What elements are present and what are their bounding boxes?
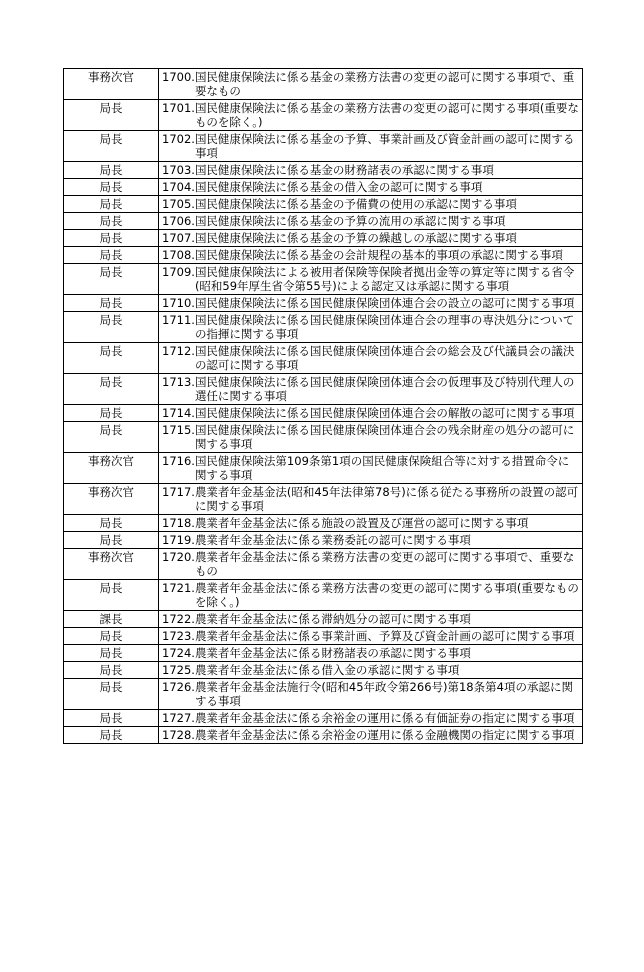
- table-row: [64, 162, 583, 179]
- table-row: [64, 343, 583, 374]
- table-row: [64, 422, 583, 453]
- table-row: [64, 131, 583, 162]
- item-text: 国民健康保険法に係る基金の予算、事業計画及び資金計画の認可に関する事項: [194, 132, 575, 160]
- item-cell: [159, 532, 583, 549]
- table-row: [64, 628, 583, 645]
- item-content: [162, 132, 579, 160]
- item-text: 農業者年金基金法に係る業務方法書の変更の認可に関する事項で、重要なもの: [194, 550, 575, 578]
- item-content: [162, 629, 579, 643]
- item-content: [162, 344, 579, 372]
- authority-cell: 局長: [64, 230, 159, 247]
- authority-cell: 事務次官: [64, 484, 159, 515]
- item-cell: [159, 343, 583, 374]
- authority-cell: 課長: [64, 611, 159, 628]
- table-row: [64, 230, 583, 247]
- item-text: 農業者年金基金法に係る施設の設置及び運営の認可に関する事項: [194, 516, 529, 530]
- authority-cell: 局長: [64, 312, 159, 343]
- item-number: 1712.: [162, 344, 195, 358]
- authority-cell: 局長: [64, 196, 159, 213]
- item-content: [162, 101, 579, 129]
- item-content: [162, 516, 579, 530]
- table-row: [64, 312, 583, 343]
- item-text: 農業者年金基金法に係る業務委託の認可に関する事項: [194, 533, 471, 547]
- authority-cell: 局長: [64, 179, 159, 196]
- delegation-table-body: [64, 69, 583, 744]
- authority-cell: 局長: [64, 679, 159, 710]
- table-row: [64, 645, 583, 662]
- item-cell: [159, 230, 583, 247]
- item-number: 1727.: [162, 711, 195, 725]
- item-text: 国民健康保険法に係る基金の会計規程の基本的事項の承認に関する事項: [194, 248, 563, 262]
- authority-cell: 局長: [64, 131, 159, 162]
- item-content: [162, 711, 579, 725]
- authority-cell: 局長: [64, 100, 159, 131]
- item-text: 農業者年金基金法に係る余裕金の運用に係る金融機関の指定に関する事項: [194, 728, 575, 742]
- item-cell: [159, 264, 583, 295]
- item-cell: [159, 484, 583, 515]
- item-content: [162, 197, 579, 211]
- item-cell: [159, 69, 583, 100]
- item-text: 農業者年金基金法(昭和45年法律第78号)に係る従たる事務所の設置の認可に関する事項: [194, 485, 579, 513]
- item-text: 農業者年金基金法に係る財務諸表の承認に関する事項: [194, 646, 471, 660]
- item-number: 1707.: [162, 231, 195, 245]
- item-cell: [159, 662, 583, 679]
- item-text: 国民健康保険法に係る基金の予算の流用の承認に関する事項: [194, 214, 506, 228]
- item-content: [162, 248, 579, 262]
- item-content: [162, 728, 579, 742]
- item-text: 国民健康保険法に係る基金の予算の繰越しの承認に関する事項: [194, 231, 517, 245]
- item-cell: [159, 611, 583, 628]
- authority-cell: 局長: [64, 662, 159, 679]
- item-cell: [159, 312, 583, 343]
- item-number: 1701.: [162, 101, 195, 115]
- item-text: 国民健康保険法に係る国民健康保険団体連合会の解散の認可に関する事項: [194, 406, 575, 420]
- authority-cell: 局長: [64, 727, 159, 744]
- item-number: 1710.: [162, 296, 195, 310]
- item-cell: [159, 422, 583, 453]
- item-number: 1714.: [162, 406, 195, 420]
- table-row: [64, 532, 583, 549]
- table-row: [64, 515, 583, 532]
- item-text: 国民健康保険法に係る基金の借入金の認可に関する事項: [194, 180, 483, 194]
- authority-cell: 局長: [64, 343, 159, 374]
- item-number: 1716.: [162, 454, 195, 468]
- item-number: 1721.: [162, 581, 195, 595]
- item-number: 1700.: [162, 70, 195, 84]
- item-number: 1726.: [162, 680, 195, 694]
- item-cell: [159, 628, 583, 645]
- item-number: 1703.: [162, 163, 195, 177]
- item-cell: [159, 196, 583, 213]
- item-content: [162, 646, 579, 660]
- item-number: 1715.: [162, 423, 195, 437]
- item-content: [162, 423, 579, 451]
- item-number: 1719.: [162, 533, 195, 547]
- item-cell: [159, 100, 583, 131]
- item-content: [162, 612, 579, 626]
- item-content: [162, 375, 579, 403]
- table-row: [64, 580, 583, 611]
- authority-cell: 局長: [64, 710, 159, 727]
- authority-cell: 局長: [64, 162, 159, 179]
- item-content: [162, 214, 579, 228]
- item-content: [162, 406, 579, 420]
- item-cell: [159, 645, 583, 662]
- item-number: 1708.: [162, 248, 195, 262]
- item-number: 1723.: [162, 629, 195, 643]
- authority-cell: 局長: [64, 295, 159, 312]
- authority-cell: 局長: [64, 645, 159, 662]
- item-content: [162, 313, 579, 341]
- item-text: 国民健康保険法に係る国民健康保険団体連合会の残余財産の処分の認可に関する事項: [194, 423, 575, 451]
- item-text: 国民健康保険法に係る国民健康保険団体連合会の総会及び代議員会の議決の認可に関する事項: [194, 344, 575, 372]
- item-content: [162, 533, 579, 547]
- item-text: 国民健康保険法による被用者保険等保険者拠出金等の算定等に関する省令(昭和59年厚生省令第55号)による認定又は承認に関する事項: [194, 265, 575, 293]
- delegation-table: [63, 68, 583, 744]
- item-cell: [159, 405, 583, 422]
- item-content: [162, 581, 579, 609]
- item-cell: [159, 549, 583, 580]
- item-content: [162, 180, 579, 194]
- item-content: [162, 680, 579, 708]
- item-content: [162, 296, 579, 310]
- table-row: [64, 69, 583, 100]
- item-cell: [159, 515, 583, 532]
- table-row: [64, 100, 583, 131]
- item-text: 国民健康保険法に係る基金の業務方法書の変更の認可に関する事項で、重要なもの: [194, 70, 575, 98]
- item-cell: [159, 374, 583, 405]
- authority-cell: 局長: [64, 264, 159, 295]
- item-text: 国民健康保険法に係る基金の業務方法書の変更の認可に関する事項(重要なものを除く。): [194, 101, 579, 129]
- item-text: 国民健康保険法に係る国民健康保険団体連合会の設立の認可に関する事項: [194, 296, 575, 310]
- item-cell: [159, 679, 583, 710]
- table-row: [64, 374, 583, 405]
- item-text: 農業者年金基金法に係る余裕金の運用に係る有価証券の指定に関する事項: [194, 711, 575, 725]
- item-text: 農業者年金基金法に係る滞納処分の認可に関する事項: [194, 612, 471, 626]
- authority-cell: 事務次官: [64, 69, 159, 100]
- item-number: 1718.: [162, 516, 195, 530]
- authority-cell: 事務次官: [64, 453, 159, 484]
- item-number: 1724.: [162, 646, 195, 660]
- authority-cell: 局長: [64, 628, 159, 645]
- table-row: [64, 213, 583, 230]
- item-cell: [159, 580, 583, 611]
- table-row: [64, 662, 583, 679]
- table-row: [64, 196, 583, 213]
- item-text: 国民健康保険法に係る国民健康保険団体連合会の理事の専決処分についての指揮に関する事項: [194, 313, 575, 341]
- item-content: [162, 663, 579, 677]
- authority-cell: 局長: [64, 532, 159, 549]
- item-number: 1711.: [162, 313, 195, 327]
- item-cell: [159, 247, 583, 264]
- table-row: [64, 295, 583, 312]
- item-number: 1720.: [162, 550, 195, 564]
- authority-cell: 局長: [64, 580, 159, 611]
- item-content: [162, 231, 579, 245]
- item-number: 1717.: [162, 485, 195, 499]
- item-number: 1705.: [162, 197, 195, 211]
- item-text: 農業者年金基金法に係る業務方法書の変更の認可に関する事項(重要なものを除く。): [194, 581, 579, 609]
- item-text: 農業者年金基金法に係る借入金の承認に関する事項: [194, 663, 460, 677]
- item-number: 1704.: [162, 180, 195, 194]
- item-cell: [159, 179, 583, 196]
- table-row: [64, 549, 583, 580]
- item-number: 1722.: [162, 612, 195, 626]
- item-cell: [159, 453, 583, 484]
- item-text: 農業者年金基金法に係る事業計画、予算及び資金計画の認可に関する事項: [194, 629, 575, 643]
- item-text: 国民健康保険法に係る基金の予備費の使用の承認に関する事項: [194, 197, 517, 211]
- authority-cell: 局長: [64, 247, 159, 264]
- table-row: [64, 484, 583, 515]
- table-row: [64, 611, 583, 628]
- table-row: [64, 179, 583, 196]
- item-content: [162, 550, 579, 578]
- item-number: 1709.: [162, 265, 195, 279]
- item-cell: [159, 131, 583, 162]
- item-number: 1713.: [162, 375, 195, 389]
- table-row: [64, 405, 583, 422]
- item-number: 1728.: [162, 728, 195, 742]
- authority-cell: 局長: [64, 515, 159, 532]
- item-cell: [159, 710, 583, 727]
- item-text: 国民健康保険法第109条第1項の国民健康保険組合等に対する措置命令に関する事項: [194, 454, 570, 482]
- item-cell: [159, 727, 583, 744]
- item-text: 農業者年金基金法施行令(昭和45年政令第266号)第18条第4項の承認に関する事項: [194, 680, 573, 708]
- item-text: 国民健康保険法に係る基金の財務諸表の承認に関する事項: [194, 163, 494, 177]
- table-row: [64, 453, 583, 484]
- item-number: 1702.: [162, 132, 195, 146]
- authority-cell: 局長: [64, 213, 159, 230]
- item-content: [162, 265, 579, 293]
- table-row: [64, 264, 583, 295]
- item-number: 1706.: [162, 214, 195, 228]
- authority-cell: 局長: [64, 405, 159, 422]
- item-content: [162, 485, 579, 513]
- table-row: [64, 710, 583, 727]
- item-number: 1725.: [162, 663, 195, 677]
- authority-cell: 局長: [64, 374, 159, 405]
- authority-cell: 事務次官: [64, 549, 159, 580]
- item-cell: [159, 162, 583, 179]
- table-row: [64, 247, 583, 264]
- item-cell: [159, 213, 583, 230]
- item-content: [162, 70, 579, 98]
- authority-cell: 局長: [64, 422, 159, 453]
- table-row: [64, 727, 583, 744]
- item-cell: [159, 295, 583, 312]
- table-row: [64, 679, 583, 710]
- item-content: [162, 163, 579, 177]
- item-content: [162, 454, 579, 482]
- item-text: 国民健康保険法に係る国民健康保険団体連合会の仮理事及び特別代理人の選任に関する事項: [194, 375, 575, 403]
